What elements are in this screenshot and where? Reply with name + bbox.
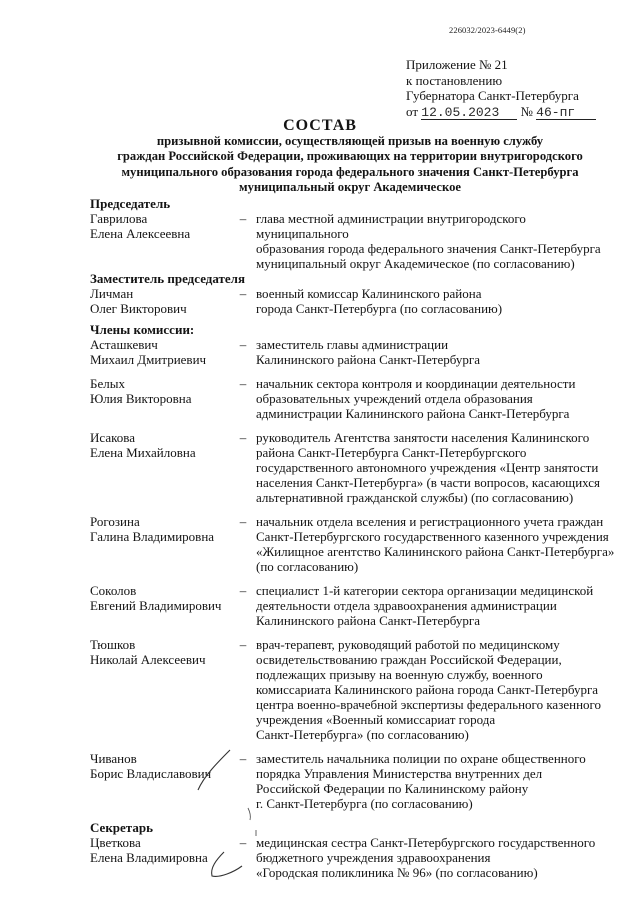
member-post: начальник сектора контроля и координации деятельности образовательных учреждений отдела образования администрации Калининского района Санкт-Петербурга xyxy=(256,376,576,421)
member-row xyxy=(90,211,620,271)
subtitle-line: муниципальный округ Академическое xyxy=(238,179,461,194)
from-label: от xyxy=(406,103,419,119)
member-row xyxy=(90,286,620,316)
member-name: Гаврилова Елена Алексеевна xyxy=(90,211,191,241)
member-post: специалист 1-й категории сектора организации медицинской деятельности отдела здравоохранения администрации Калининского района Санкт-Петербурга xyxy=(256,583,594,628)
member-row xyxy=(90,337,620,367)
member-name: Исакова Елена Михайловна xyxy=(90,430,196,460)
dash: – xyxy=(239,286,247,301)
member-post: медицинская сестра Санкт-Петербургского государственного бюджетного учреждения здравоохранения «Городская поликлиника № 96» (по согласованию) xyxy=(256,835,596,880)
appendix-line-2: к постановлению xyxy=(406,72,503,88)
member-name: Личман Олег Викторович xyxy=(90,286,187,316)
member-post: заместитель начальника полиции по охране общественного порядка Управления Министерства внутренних дел Российской Федерации по Калининскому району г. Санкт-Петербурга (по согласованию) xyxy=(256,751,586,811)
member-row xyxy=(90,376,620,421)
number-label: № xyxy=(520,103,533,119)
appendix-block xyxy=(406,57,616,120)
member-name: Чиванов Борис Владиславович xyxy=(90,751,212,781)
document-title: СОСТАВ xyxy=(283,117,357,134)
member-name: Рогозина Галина Владимировна xyxy=(90,514,215,544)
role-members: Члены комиссии: xyxy=(90,322,195,337)
subtitle-line: муниципального образования города федерального значения Санкт-Петербурга xyxy=(121,164,579,179)
dash: – xyxy=(239,430,247,445)
member-name: Цветкова Елена Владимировна xyxy=(90,835,208,865)
member-name: Белых Юлия Викторовна xyxy=(90,376,192,406)
dash: – xyxy=(239,337,247,352)
role-secretary: Секретарь xyxy=(90,820,153,835)
member-row xyxy=(90,835,620,880)
member-post: военный комиссар Калининского района города Санкт-Петербурга (по согласованию) xyxy=(256,286,503,316)
member-name: Тюшков Николай Алексеевич xyxy=(90,637,206,667)
member-post: начальник отдела вселения и регистрационного учета граждан Санкт-Петербургского государственного казенного учреждения «Жилищное агентство Калининского района Санкт-Петербурга» (по согласованию) xyxy=(256,514,615,574)
appendix-line-3: Губернатора Санкт-Петербурга xyxy=(406,88,579,103)
member-name: Асташкевич Михаил Дмитриевич xyxy=(90,337,207,367)
decree-date: 12.05.2023 xyxy=(421,106,517,120)
role-chairman: Председатель xyxy=(90,196,171,211)
member-row xyxy=(90,751,620,811)
document-id: 226032/2023-6449(2) xyxy=(449,25,526,35)
dash: – xyxy=(239,835,247,850)
signature-mark xyxy=(190,742,260,882)
dash: – xyxy=(239,637,247,652)
decree-number: 46-пг xyxy=(536,106,596,120)
member-post: врач-терапевт, руководящий работой по медицинскому освидетельствованию граждан Российской Федерации, подлежащих призыву на военную службу, военного комиссариата Калининского района города Санкт-Петербурга центра военно-врачебной экспертизы федерального казенного учреждения «Военный комиссариат города Санкт-Петербурга» (по согласованию) xyxy=(256,637,602,742)
role-deputy-chairman: Заместитель председателя xyxy=(90,271,246,286)
member-post: заместитель главы администрации Калининского района Санкт-Петербурга xyxy=(256,337,480,367)
commission-roster xyxy=(90,196,620,880)
dash: – xyxy=(239,751,247,766)
dash: – xyxy=(239,514,247,529)
member-row xyxy=(90,637,620,742)
subtitle-line: граждан Российской Федерации, проживающих на территории внутригородского xyxy=(117,149,583,164)
document-subtitle xyxy=(100,134,600,195)
member-post: руководитель Агентства занятости населения Калининского района Санкт-Петербурга Санкт-Петербургского государственного автономного учреждения «Центр занятости населения Санкт-Петербурга» (в части вопросов, касающихся альтернативной гражданской службы) (по согласованию) xyxy=(256,430,601,505)
dash: – xyxy=(239,583,247,598)
subtitle-line: призывной комиссии, осуществляющей призыв на военную службу xyxy=(156,134,544,148)
member-row xyxy=(90,583,620,628)
member-row xyxy=(90,430,620,505)
member-post: глава местной администрации внутригородского муниципального образования города федерального значения Санкт-Петербурга муниципальный округ Академическое (по согласованию) xyxy=(256,211,601,271)
member-name: Соколов Евгений Владимирович xyxy=(90,583,222,613)
dash: – xyxy=(239,376,247,391)
member-row xyxy=(90,514,620,574)
appendix-line-1: Приложение № 21 xyxy=(406,57,508,72)
dash: – xyxy=(239,211,247,226)
